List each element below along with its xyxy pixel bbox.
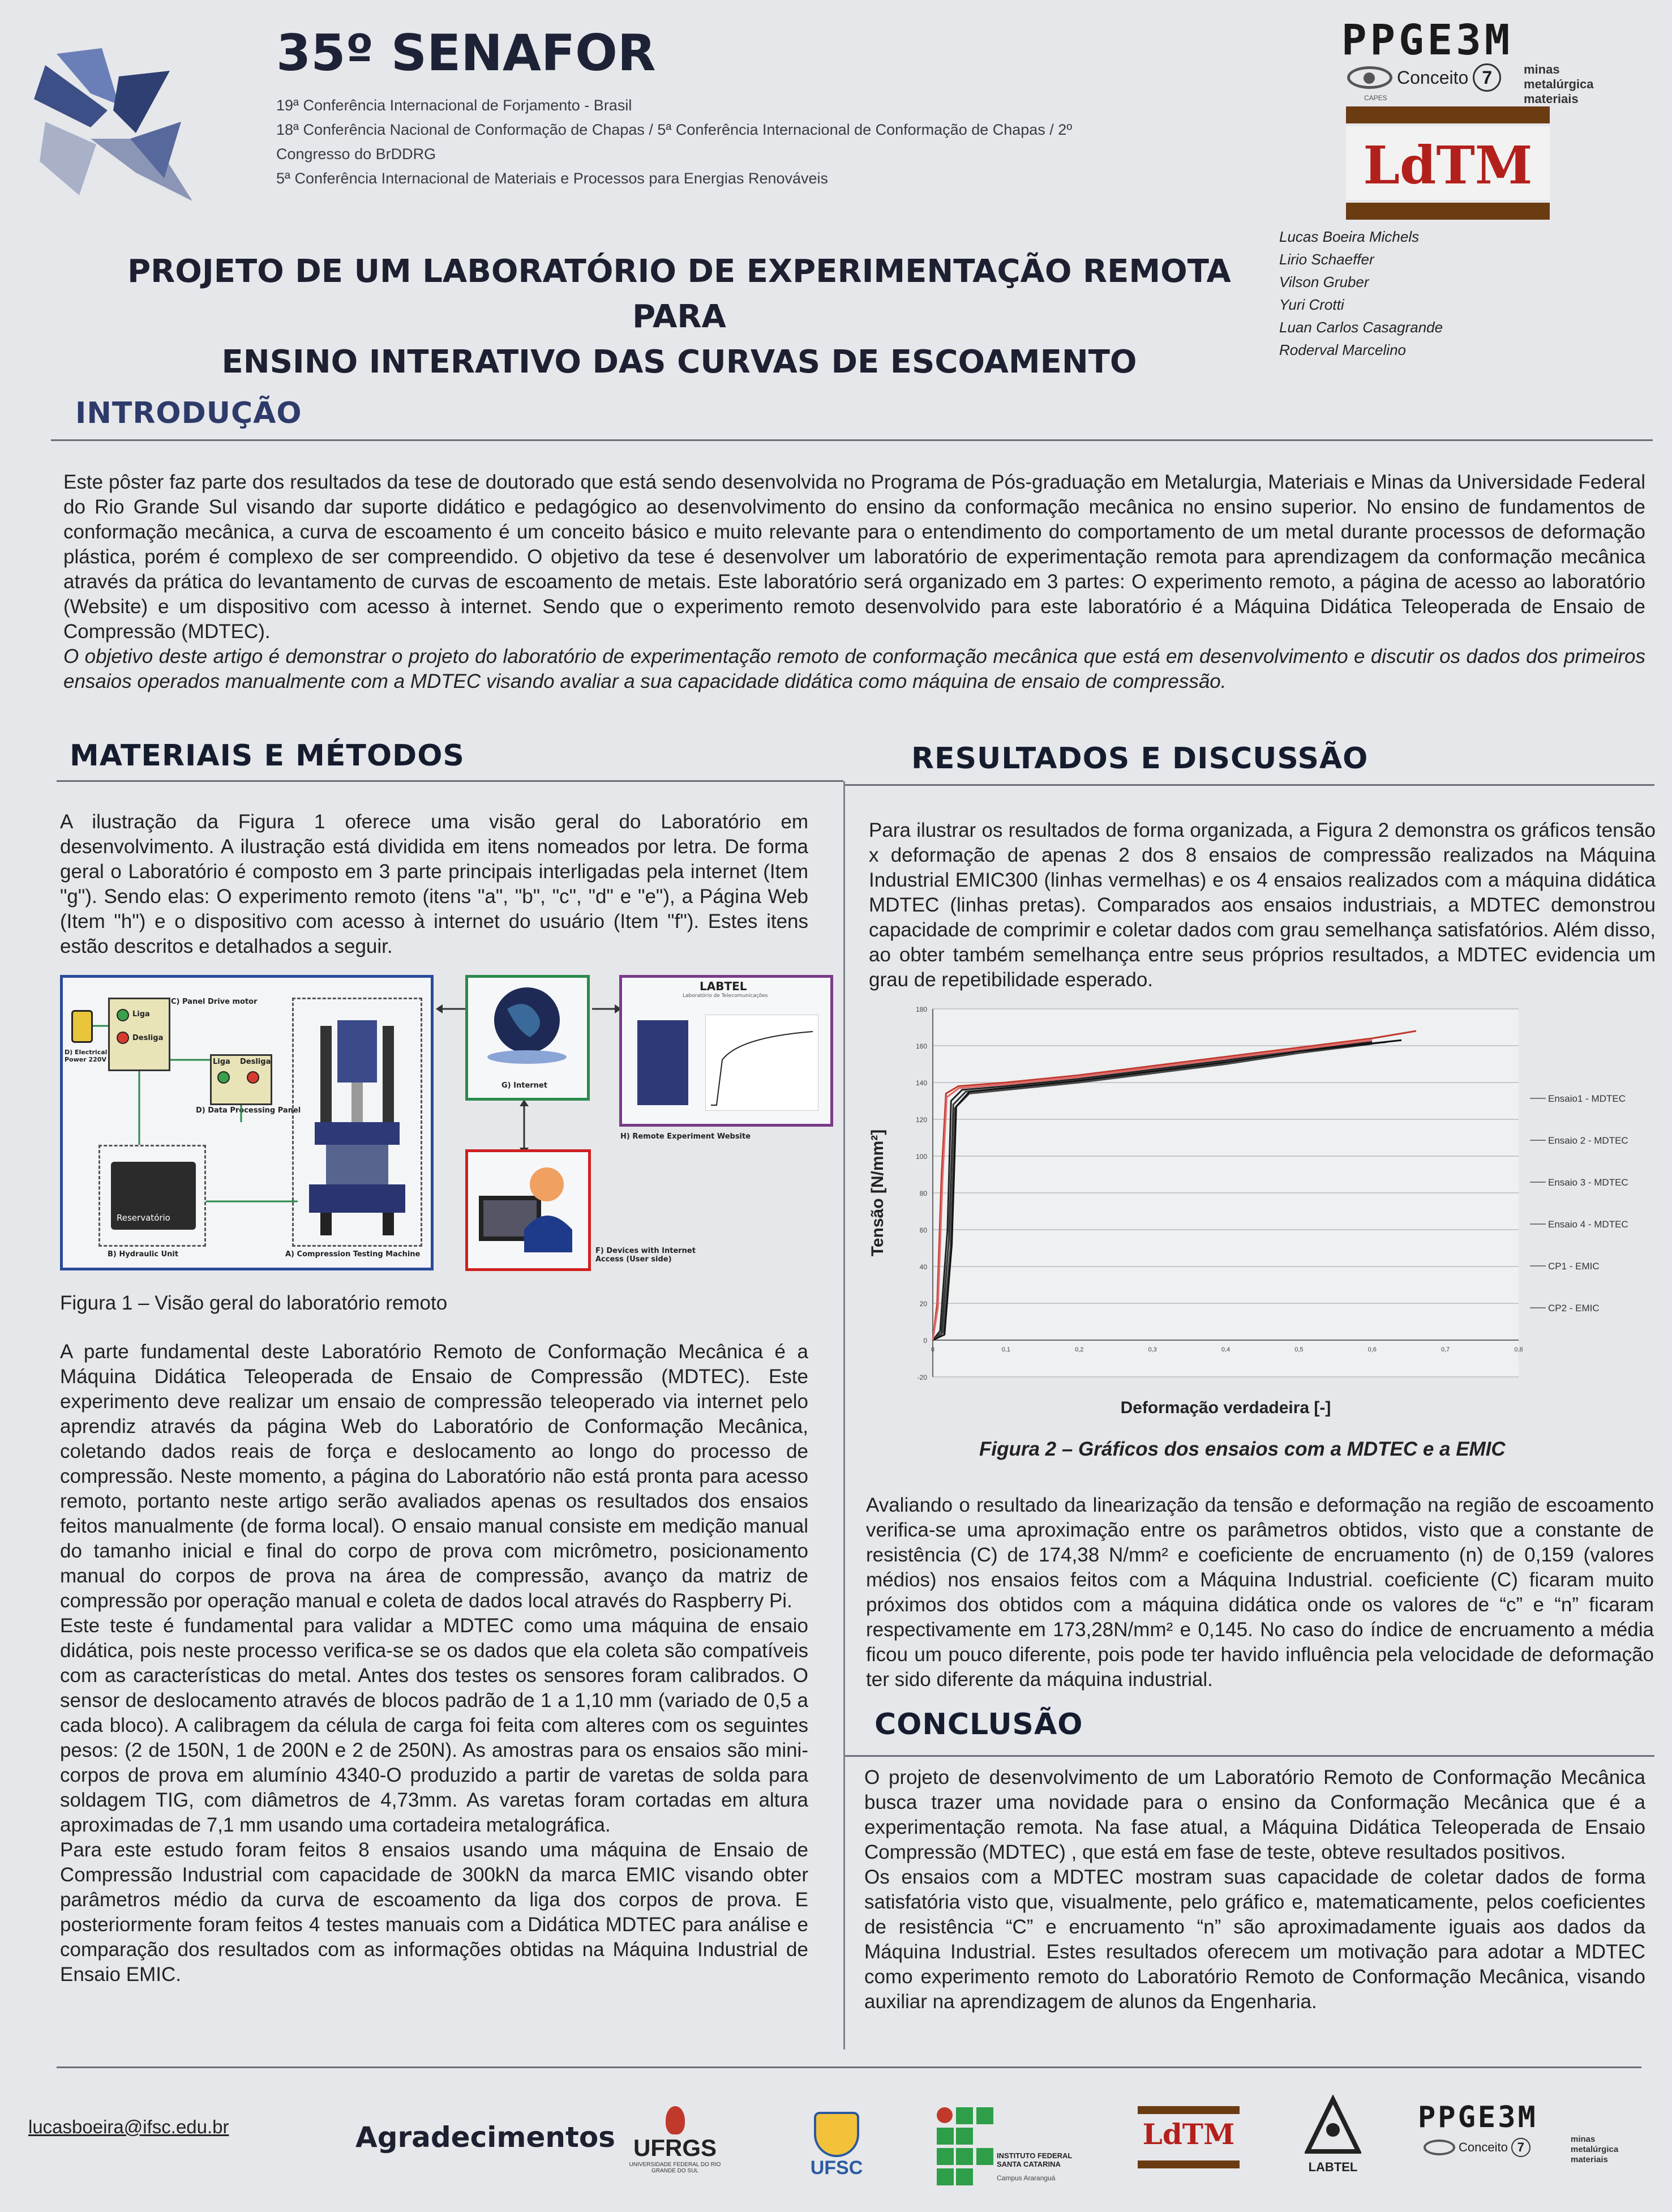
website-mini-chart [705, 1015, 818, 1111]
eye-icon [1347, 66, 1392, 89]
methods-intro-text: A ilustração da Figura 1 oferece uma visão geral do Laboratório em desenvolvimento. A ilustração está dividida em itens nomeados por letra. De forma geral o Laboratório é composto em 3 parte principais interligadas pela internet (Item "g"). Sendo elas: O experimento remoto (itens "a", "b", "c", "d" e "e"), a Página Web (Item "h") e o dispositivo com acesso à internet do usuário (Item "f"). Estes itens estão descritos e detalhados a seguir. [60, 811, 808, 957]
x-tick-label: 0 [931, 1346, 935, 1353]
y-tick-label: 140 [915, 1079, 927, 1087]
y-axis-label: Tensão [N/mm²] [868, 1129, 887, 1257]
methods-divider [57, 780, 843, 782]
legend-entry: Ensaio 3 - MDTEC [1548, 1177, 1628, 1188]
labtel-antenna-icon [1305, 2095, 1361, 2157]
figure1-diagram: D) Electrical Power 220V Liga Desliga C) Panel Drive motor Liga Desliga D) Data Processing Panel Reservatório B) Hydraulic Unit A) Compression Testing Machine G) Internet LABTEL Laboratório de Telecomunicações H) Remote Experiment Website F) Devices with Internet Access (User side) [60, 975, 835, 1275]
conclusion-divider [845, 1755, 1654, 1757]
y-tick-label: 160 [915, 1042, 927, 1050]
legend-entry: CP1 - EMIC [1548, 1261, 1600, 1272]
results-discussion-text: Avaliando o resultado da linearização da tensão e deformação na região de escoamento verifica-se uma aproximação entre os parâmetros obtidos, visto que a constante de resistência (C) de 174,38 N/mm² e coeficiente de encruamento (n) de 0,159 (valores médios) nos ensaios feitos com a Máquina Industrial. coeficiente (C) ficaram muito próximos dos obtidos com a máquina didática onde os valores de “c” e “n” ficaram respectivamente em 173,28N/mm² e 0,145. No caso do índice de encruamento a média ficou um pouco diferente, pois pode ter havido influência pela velocidade de deformação ter sido diferente da máquina industrial. [866, 1494, 1654, 1691]
ifsc-logo: INSTITUTO FEDERAL SANTA CATARINA Campus Araranguá [936, 2106, 1094, 2191]
conceito-badge: Conceito 7 [1347, 63, 1501, 92]
x-tick-label: 0,1 [1001, 1346, 1011, 1353]
flame-icon [666, 2106, 685, 2134]
contact-email[interactable]: lucasboeira@ifsc.edu.br [28, 2116, 229, 2137]
conference-subtitle: 19ª Conferência Internacional de Forjamento - Brasil 18ª Conferência Nacional de Conformação de Chapas / 5ª Conferência Internacional de Conformação de Chapas / 2º Congresso do BrDDRG 5ª Conferência Internacional de Materiais e Processos para Energias Renováveis [276, 97, 1073, 187]
figure1-caption: Figura 1 – Visão geral do laboratório remoto [60, 1292, 448, 1314]
legend-entry: Ensaio 4 - MDTEC [1548, 1219, 1628, 1230]
methods-body-text: A parte fundamental deste Laboratório Remoto de Conformação Mecânica é a Máquina Didática Teleoperada de Ensaio de Compressão (MDTEC). Este experimento deve realizar um ensaio de compressão teleoperado via internet pelo aprendiz através da página Web do Laboratório de Conformação Mecânica, coletando dados reais de força e deslocamento ao longo do processo de compressão. Neste momento, a página do Laboratório não está pronta para acesso remoto, portanto neste artigo serão avaliados apenas os resultados dos ensaios feitos manualmente (de forma local). O ensaio manual consiste em medição manual do tamanho inicial e final do corpo de prova com micrômetro, posicionamento manual do corpos de prova na área de compressão, avanço da matriz de compressão por operação manual e coleta de dados local através do Raspberry Pi. Este teste é fundamental para validar a MDTEC como uma máquina de ensaio didática, pois neste processo verifica-se se os dados que ela coleta são compatíveis com as características do metal. Antes dos testes os sensores foram calibrados. O sensor de deslocamento através de blocos padrão de 1 a 1,10 mm (variado de 0,5 a cada bloco). A calibragem da célula de carga foi feita com alteres com os seguintes pesos: (2 de 150N, 1 de 200N e 2 de 250N). As amostras para os ensaios são mini-corpos de prova em alumínio 4340-O produzido a partir de varetas de solda para soldagem TIG, com diâmetros de 4,73mm. As varetas foram cortadas em altura aproximadas de 7,1 mm usando uma cortadeira metalográfica. Para este estudo foram feitos 8 ensaios usando uma máquina de Ensaio de Compressão Industrial com capacidade de 300kN da marca EMIC visando obter parâmetros médio da curva de escoamento da liga dos corpos de prova. E posteriormente foram feitos 4 testes manuais com a Didática MDTEC para análise e comparação dos resultados com as informações obtidas na Máquina Industrial de Ensaio EMIC. [60, 1341, 808, 1986]
x-tick-label: 0,6 [1367, 1346, 1377, 1353]
intro-text: Este pôster faz parte dos resultados da tese de doutorado que está sendo desenvolvida no Programa de Pós-graduação em Metalurgia, Materiais e Minas da Universidade Federal do Rio Grande Sul visando dar suporte didático e pedagógico ao desenvolvimento do ensino da conformação mecânica no ensino superior. No ensino de fundamentos de conformação mecânica, a curva de escoamento é um conceito básico e muito relevante para o entendimento do comportamento de um metal durante processos de deformação plástica, porém é complexo de ser compreendido. O objetivo da tese é desenvolver um laboratório de experimentação remota para aprendizagem da conformação mecânica através da prática do levantamento de curvas de escoamento de metais. Este laboratório será organizado em 3 partes: O experimento remoto, a página de acesso ao laboratório (Website) e um dispositivo com acesso à internet. Sendo que o experimento remoto desenvolvido para este laboratório é a Máquina Didática Teleoperada de Ensaio de Compressão (MDTEC). O objetivo deste artigo é demonstrar o projeto do laboratório de experimentação remoto de conformação mecânica que está em desenvolvimento e discutir os dados dos primeiros ensaios operados manualmente com a MDTEC visando avaliar a sua capacidade didática como máquina de ensaio de compressão. [63, 471, 1645, 692]
stress-strain-chart [866, 996, 1658, 1427]
legend-entry: CP2 - EMIC [1548, 1303, 1600, 1313]
poster-title: PROJETO DE UM LABORATÓRIO DE EXPERIMENTAÇÃO REMOTA PARA ENSINO INTERATIVO DAS CURVAS DE ESCOAMENTO [127, 253, 1231, 380]
y-tick-label: 180 [915, 1006, 927, 1013]
column-divider [843, 781, 845, 2050]
author-list: Lucas Boeira Michels Lirio Schaeffer Vilson Gruber Yuri Crotti Luan Carlos Casagrande Roderval Marcelino [1279, 228, 1443, 358]
x-axis-label: Deformação verdadeira [-] [1120, 1398, 1331, 1417]
y-tick-label: -20 [917, 1374, 927, 1381]
conclusion-heading: CONCLUSÃO [874, 1708, 1083, 1742]
x-tick-label: 0,5 [1294, 1346, 1304, 1353]
conference-title: 35º SENAFOR [276, 24, 656, 82]
footer-divider [57, 2066, 1641, 2068]
globe-icon [485, 981, 569, 1066]
legend-entry: Ensaio1 - MDTEC [1548, 1093, 1626, 1104]
ppgem-logo: PPGE3M Conceito 7 CAPES minas metalúrgica materiais [1341, 16, 1594, 106]
methods-heading: MATERIAIS E MÉTODOS [70, 739, 465, 773]
eye-icon [1424, 2140, 1455, 2155]
user-computer-icon [473, 1156, 581, 1264]
y-tick-label: 120 [915, 1116, 927, 1124]
legend-entry: Ensaio 2 - MDTEC [1548, 1135, 1628, 1146]
ufrgs-logo: UFRGS UNIVERSIDADE FEDERAL DO RIO GRANDE DO SUL [623, 2106, 727, 2191]
labtel-footer-logo: LABTEL [1302, 2095, 1364, 2180]
conclusion-text: O projeto de desenvolvimento de um Laboratório Remoto de Conformação Mecânica busca trazer uma novidade para o ensino da Conformação Mecânica que é a experimentação remota. Na fase atual, a Máquina Didática Teleoperada de Ensaio Compressão (MDTEC) , que está em fase de teste, obteve resultados positivos. Os ensaios com a MDTEC mostram suas capacidade de coletar dados de forma satisfatória visto que, visualmente, pelo gráfico e, matematicamente, pelos coeficientes de resistência “C” e encruamento “n” são aproximadamente iguais aos dados da Máquina Industrial. Estes resultados oferecem um motivação para adotar a MDTEC como experimento remoto do Laboratório Remoto de Conformação Mecânica, visando auxiliar na aprendizagem de alunos da Engenharia. [864, 1766, 1645, 2013]
results-heading: RESULTADOS E DISCUSSÃO [911, 742, 1369, 776]
shield-icon [814, 2112, 859, 2157]
y-tick-label: 20 [919, 1300, 927, 1308]
y-tick-label: 0 [923, 1337, 927, 1345]
x-tick-label: 0,2 [1075, 1346, 1084, 1353]
acknowledgements-heading: Agradecimentos [355, 2121, 615, 2154]
intro-divider [51, 439, 1653, 441]
y-tick-label: 100 [915, 1153, 927, 1161]
x-tick-label: 0,7 [1441, 1346, 1450, 1353]
senafor-logo [23, 31, 204, 212]
x-tick-label: 0,3 [1148, 1346, 1157, 1353]
figure2-caption: Figura 2 – Gráficos dos ensaios com a MDTEC e a EMIC [979, 1438, 1506, 1460]
ldtm-logo: LdTM [1346, 106, 1550, 220]
results-text: Para ilustrar os resultados de forma organizada, a Figura 2 demonstra os gráficos tensão x deformação de apenas 2 dos 8 ensaios de compressão realizados na Máquina Industrial EMIC300 (linhas vermelhas) e os 4 ensaios realizados com a máquina didática MDTEC (linhas pretas). Comparados aos ensaios industriais, a MDTEC demonstrou capacidade de comprimir e coletar dados com grau semelhança satisfatórios. Além disso, ao obter também semelhança entre seus próprios resultados, a MDTEC evidencia um grau de repetibilidade esperado. [869, 819, 1656, 991]
x-tick-label: 0,4 [1221, 1346, 1231, 1353]
ppgem-footer-logo: PPGE3M Conceito 7 minas metalúrgica materiais [1418, 2100, 1619, 2164]
ufsc-logo: UFSC [803, 2112, 871, 2191]
x-tick-label: 0,8 [1514, 1346, 1523, 1353]
intro-heading: INTRODUÇÃO [75, 396, 302, 430]
y-tick-label: 80 [919, 1190, 927, 1197]
y-tick-label: 60 [919, 1226, 927, 1234]
website-machine-thumb [637, 1020, 688, 1105]
y-tick-label: 40 [919, 1263, 927, 1271]
ifsc-grid-icon [936, 2106, 994, 2188]
results-divider [845, 784, 1654, 786]
ldtm-footer-logo: LdTM [1138, 2106, 1240, 2174]
